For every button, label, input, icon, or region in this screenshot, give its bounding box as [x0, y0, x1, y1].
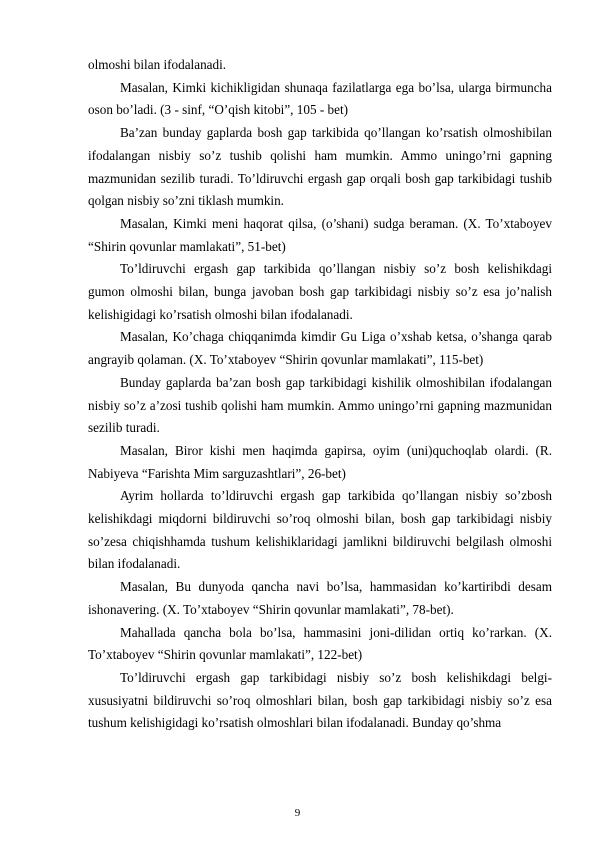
- page-number: 9: [294, 807, 301, 819]
- paragraph-11: Mahallada qancha bola bo’lsa, hammasini joni-dilidan ortiq ko’rarkan. (X. To’xtaboyev “Shirin qovunlar mamlakati”, 122-bet): [88, 624, 552, 663]
- paragraph-4: Masalan, Kimki meni haqorat qilsa, (o’shani) sudga beraman. (X. To’xtaboyev “Shirin qovunlar mamlakati”, 51-bet): [88, 215, 552, 254]
- paragraph-3: Ba’zan bunday gaplarda bosh gap tarkibida qo’llangan ko’rsatish olmoshibilan ifodalangan nisbiy so’z tushib qolishi ham mumkin. Ammo uningo’rni gapning mazmunidan sezilib turadi. To’ldiruvchi ergash gap orqali bosh gap tarkibidagi tushib qolgan nisbiy so’zni tiklash mumkin.: [88, 125, 552, 209]
- paragraph-1: olmoshi bilan ifodalanadi.: [88, 57, 227, 72]
- paragraph-2: Masalan, Kimki kichikligidan shunaqa fazilatlarga ega bo’lsa, ularga birmuncha oson bo’ladi. (3 - sinf, “O’qish kitobi”, 105 - bet): [88, 79, 552, 118]
- paragraph-7: Bunday gaplarda ba’zan bosh gap tarkibidagi kishilik olmoshibilan ifodalangan nisbiy so’z a’zosi tushib qolishi ham mumkin. Ammo uningo’rni gapning mazmunidan sezilib turadi.: [88, 374, 552, 436]
- paragraph-12: To’ldiruvchi ergash gap tarkibidagi nisbiy so’z bosh kelishikdagi belgi-xususiyatni bildiruvchi so’roq olmoshlari bilan, bosh gap tarkibidagi nisbiy so’z esa tushum kelishigidagi ko’rsatish olmoshlari bilan ifodalanadi. Bunday qo’shma: [88, 669, 552, 731]
- paragraph-10: Masalan, Bu dunyoda qancha navi bo’lsa, hammasidan ko’kartiribdi desam ishonavering. (X. To’xtaboyev “Shirin qovunlar mamlakati”, 78-bet).: [88, 579, 552, 617]
- paragraph-6: Masalan, Ko’chaga chiqqanimda kimdir Gu Liga o’xshab ketsa, o’shanga qarab angrayib qolaman. (X. To’xtaboyev “Shirin qovunlar mamlakati”, 115-bet): [88, 329, 552, 368]
- paragraph-5: To’ldiruvchi ergash gap tarkibida qo’llangan nisbiy so’z bosh kelishikdagi gumon olmoshi bilan, bunga javoban bosh gap tarkibidagi nisbiy so’z esa jo’nalish kelishigidagi ko’rsatish olmoshi bilan ifodalanadi.: [88, 261, 552, 322]
- body-text: [88, 54, 552, 735]
- paragraph-8: Masalan, Biror kishi men haqimda gapirsa, oyim (uni)quchoqlab olardi. (R. Nabiyeva “Farishta Mim sarguzashtlari”, 26-bet): [88, 442, 552, 481]
- paragraph-9: Ayrim hollarda to’ldiruvchi ergash gap tarkibida qo’llangan nisbiy so’zbosh kelishikdagi miqdorni bildiruvchi so’roq olmoshi bilan, bosh gap tarkibidagi nisbiy so’zesa chiqishhamda tushum kelishiklaridagi jamlikni bildiruvchi belgilash olmoshi bilan ifodalanadi.: [88, 488, 552, 572]
